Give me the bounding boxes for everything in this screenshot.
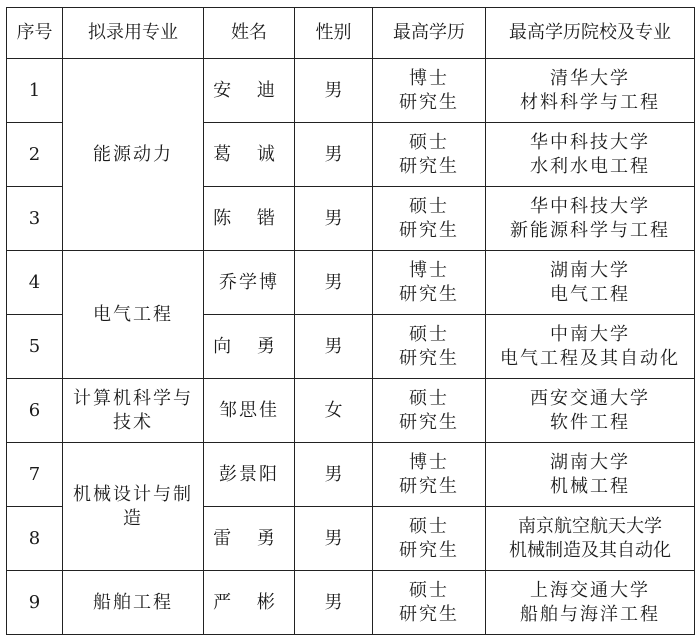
school-name: 西安交通大学 bbox=[530, 387, 650, 409]
cell-gender: 男 bbox=[295, 507, 373, 571]
education-degree: 硕士 bbox=[409, 323, 449, 345]
cell-education bbox=[373, 315, 486, 379]
school-major: 机械制造及其自动化 bbox=[509, 539, 671, 561]
cell-gender: 男 bbox=[295, 315, 373, 379]
cell-major: 船舶工程 bbox=[63, 571, 204, 635]
table-row bbox=[7, 571, 695, 635]
cell-name: 安 迪 bbox=[204, 59, 295, 123]
cell-education bbox=[373, 251, 486, 315]
table-row bbox=[7, 443, 695, 507]
school-major: 软件工程 bbox=[550, 411, 630, 433]
education-degree: 硕士 bbox=[409, 131, 449, 153]
cell-school-major bbox=[486, 123, 695, 187]
cell-gender: 男 bbox=[295, 443, 373, 507]
school-name: 湖南大学 bbox=[550, 451, 630, 473]
school-name: 湖南大学 bbox=[550, 259, 630, 281]
cell-education bbox=[373, 379, 486, 443]
cell-major: 机械设计与制造 bbox=[63, 443, 204, 571]
education-level: 研究生 bbox=[399, 283, 459, 305]
education-level: 研究生 bbox=[399, 411, 459, 433]
header-education: 最高学历 bbox=[373, 8, 486, 59]
cell-education bbox=[373, 507, 486, 571]
school-major: 水利水电工程 bbox=[530, 155, 650, 177]
candidate-table bbox=[6, 7, 695, 635]
school-major: 机械工程 bbox=[550, 475, 630, 497]
cell-school-major bbox=[486, 443, 695, 507]
school-name: 华中科技大学 bbox=[530, 195, 650, 217]
cell-education bbox=[373, 123, 486, 187]
cell-gender: 男 bbox=[295, 59, 373, 123]
cell-education bbox=[373, 187, 486, 251]
school-name: 清华大学 bbox=[550, 67, 630, 89]
cell-no: 9 bbox=[7, 571, 63, 635]
cell-education bbox=[373, 571, 486, 635]
education-level: 研究生 bbox=[399, 155, 459, 177]
cell-no: 4 bbox=[7, 251, 63, 315]
cell-major: 计算机科学与技术 bbox=[63, 379, 204, 443]
education-degree: 博士 bbox=[409, 67, 449, 89]
school-major: 材料科学与工程 bbox=[520, 91, 660, 113]
cell-school-major bbox=[486, 59, 695, 123]
school-major: 新能源科学与工程 bbox=[510, 219, 670, 241]
education-degree: 硕士 bbox=[409, 515, 449, 537]
cell-name: 乔学博 bbox=[204, 251, 295, 315]
cell-school-major bbox=[486, 251, 695, 315]
cell-school-major bbox=[486, 571, 695, 635]
header-name: 姓名 bbox=[204, 8, 295, 59]
education-degree: 硕士 bbox=[409, 387, 449, 409]
cell-gender: 男 bbox=[295, 123, 373, 187]
cell-no: 5 bbox=[7, 315, 63, 379]
cell-gender: 女 bbox=[295, 379, 373, 443]
cell-name: 严 彬 bbox=[204, 571, 295, 635]
header-no: 序号 bbox=[7, 8, 63, 59]
cell-education bbox=[373, 59, 486, 123]
cell-education bbox=[373, 443, 486, 507]
cell-name: 葛 诚 bbox=[204, 123, 295, 187]
cell-name: 陈 锴 bbox=[204, 187, 295, 251]
cell-gender: 男 bbox=[295, 251, 373, 315]
header-gender: 性别 bbox=[295, 8, 373, 59]
header-row bbox=[7, 8, 695, 59]
education-degree: 硕士 bbox=[409, 195, 449, 217]
cell-name: 向 勇 bbox=[204, 315, 295, 379]
education-degree: 博士 bbox=[409, 451, 449, 473]
cell-no: 6 bbox=[7, 379, 63, 443]
cell-no: 3 bbox=[7, 187, 63, 251]
education-level: 研究生 bbox=[399, 539, 459, 561]
cell-school-major bbox=[486, 315, 695, 379]
cell-no: 8 bbox=[7, 507, 63, 571]
cell-no: 2 bbox=[7, 123, 63, 187]
education-level: 研究生 bbox=[399, 91, 459, 113]
header-school-major: 最高学历院校及专业 bbox=[486, 8, 695, 59]
table-row bbox=[7, 251, 695, 315]
school-major: 电气工程及其自动化 bbox=[500, 347, 680, 369]
education-level: 研究生 bbox=[399, 347, 459, 369]
cell-name: 彭景阳 bbox=[204, 443, 295, 507]
cell-school-major bbox=[486, 187, 695, 251]
table-row bbox=[7, 59, 695, 123]
cell-no: 7 bbox=[7, 443, 63, 507]
cell-major: 能源动力 bbox=[63, 59, 204, 251]
school-name: 上海交通大学 bbox=[530, 579, 650, 601]
school-name: 华中科技大学 bbox=[530, 131, 650, 153]
cell-name: 邹思佳 bbox=[204, 379, 295, 443]
school-major: 船舶与海洋工程 bbox=[520, 603, 660, 625]
education-degree: 博士 bbox=[409, 259, 449, 281]
education-degree: 硕士 bbox=[409, 579, 449, 601]
education-level: 研究生 bbox=[399, 603, 459, 625]
cell-gender: 男 bbox=[295, 571, 373, 635]
school-major: 电气工程 bbox=[550, 283, 630, 305]
cell-no: 1 bbox=[7, 59, 63, 123]
cell-name: 雷 勇 bbox=[204, 507, 295, 571]
school-name: 中南大学 bbox=[550, 323, 630, 345]
education-level: 研究生 bbox=[399, 475, 459, 497]
school-name: 南京航空航天大学 bbox=[518, 515, 662, 537]
cell-school-major bbox=[486, 507, 695, 571]
cell-major: 电气工程 bbox=[63, 251, 204, 379]
table-row bbox=[7, 379, 695, 443]
header-major: 拟录用专业 bbox=[63, 8, 204, 59]
cell-gender: 男 bbox=[295, 187, 373, 251]
education-level: 研究生 bbox=[399, 219, 459, 241]
cell-school-major bbox=[486, 379, 695, 443]
